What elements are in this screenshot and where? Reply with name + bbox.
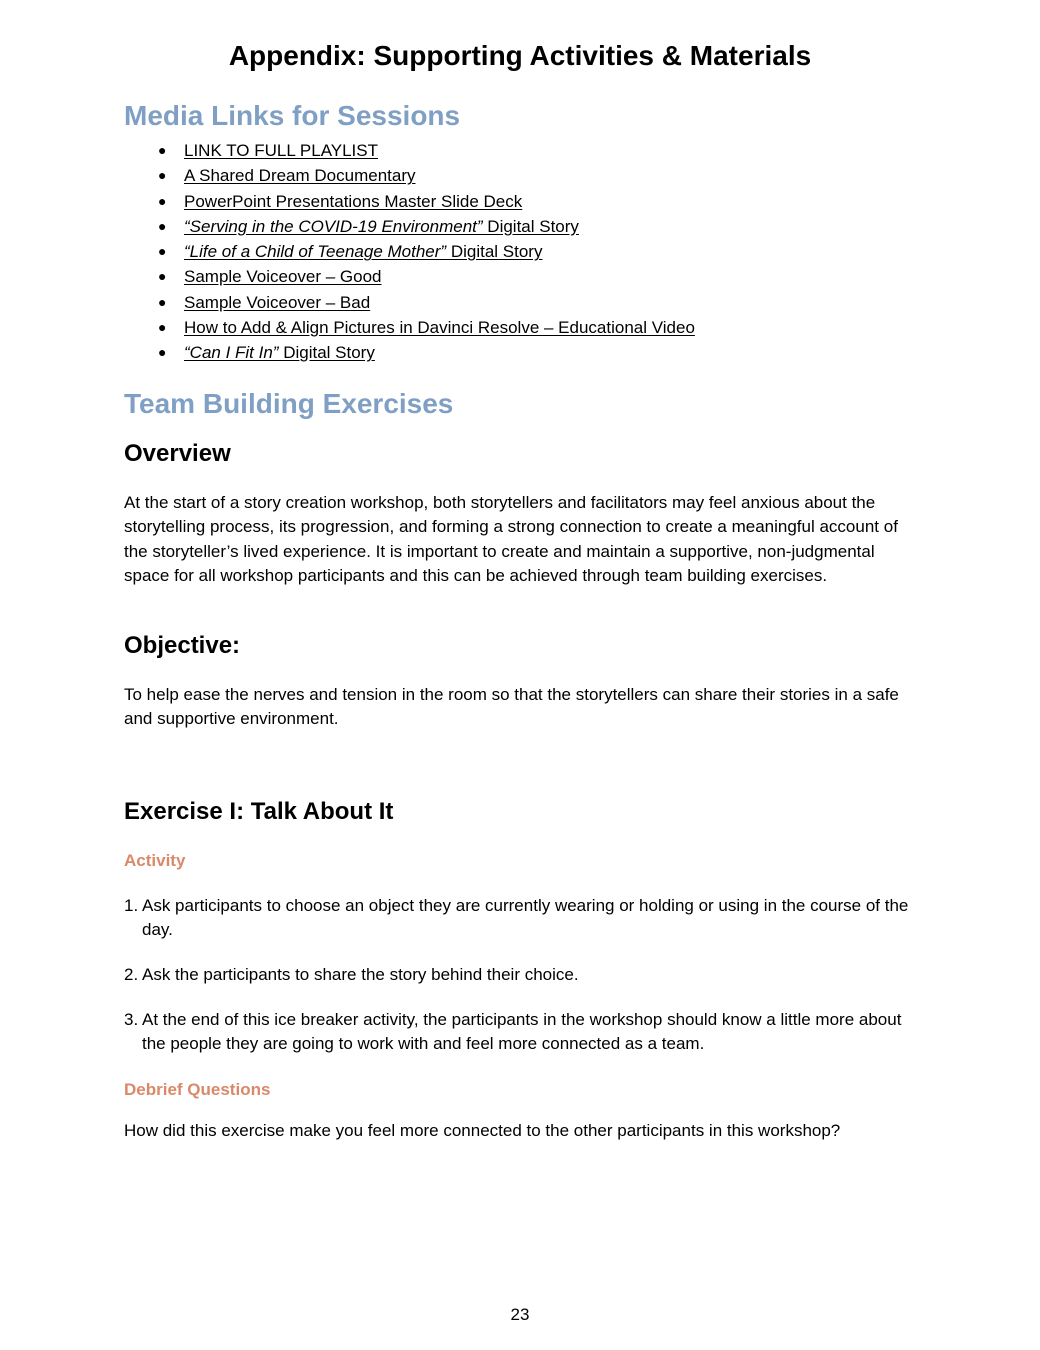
media-links-list [156, 138, 916, 366]
link-davinci-resolve-video[interactable]: How to Add & Align Pictures in Davinci Resolve – Educational Video [184, 318, 695, 338]
list-item [156, 290, 916, 315]
link-shared-dream-documentary[interactable]: A Shared Dream Documentary [184, 166, 416, 186]
overview-paragraph: At the start of a story creation workshop, both storytellers and facilitators may feel anxious about the storytelling process, its progression, and forming a strong connection to create a meaningful account of the storyteller’s lived experience. It is important to create and maintain a supportive, non-judgmental space for all workshop participants and this can be achieved through team building exercises. [124, 493, 898, 586]
link-can-i-fit-in-story[interactable]: “Can I Fit In” Digital Story [184, 343, 375, 363]
bullet-icon: ● [158, 319, 167, 336]
list-item [156, 163, 916, 188]
link-powerpoint-slide-deck[interactable]: PowerPoint Presentations Master Slide Deck [184, 191, 523, 211]
list-item [124, 963, 914, 987]
list-item [156, 189, 916, 214]
activity-heading: Activity [124, 851, 186, 870]
bullet-icon: ● [158, 243, 167, 260]
bullet-icon: ● [158, 167, 167, 184]
list-item [156, 264, 916, 289]
debrief-heading: Debrief Questions [124, 1080, 271, 1099]
objective-paragraph: To help ease the nerves and tension in the room so that the storytellers can share their stories in a safe and supportive environment. [124, 685, 899, 729]
page-number: 23 [510, 1305, 530, 1324]
link-full-playlist[interactable]: LINK TO FULL PLAYLIST [184, 141, 379, 160]
link-voiceover-bad[interactable]: Sample Voiceover – Bad [184, 292, 371, 312]
link-life-of-child-story[interactable]: “Life of a Child of Teenage Mother” Digital Story [184, 242, 543, 262]
list-item [156, 239, 916, 264]
step-number: 2. [124, 965, 139, 984]
objective-heading: Objective: [124, 632, 241, 659]
page-title: Appendix: Supporting Activities & Materials [228, 40, 812, 71]
debrief-question: How did this exercise make you feel more connected to the other participants in this workshop? [124, 1121, 841, 1140]
bullet-icon: ● [158, 344, 167, 361]
list-item [124, 894, 914, 943]
list-item [156, 138, 916, 163]
media-links-heading: Media Links for Sessions [124, 100, 461, 131]
bullet-icon: ● [158, 293, 167, 310]
link-voiceover-good[interactable]: Sample Voiceover – Good [184, 267, 382, 287]
exercise-heading: Exercise I: Talk About It [124, 798, 394, 825]
list-item [156, 315, 916, 340]
team-building-heading: Team Building Exercises [124, 388, 454, 419]
step-number: 3. [124, 1010, 139, 1029]
step-number: 1. [124, 896, 139, 915]
step-text: Ask participants to choose an object they are currently wearing or holding or using in the course of the day. [142, 896, 909, 940]
bullet-icon: ● [158, 192, 167, 209]
list-item [156, 340, 916, 365]
link-serving-covid-story[interactable]: “Serving in the COVID-19 Environment” Digital Story [184, 216, 579, 236]
overview-heading: Overview [124, 440, 231, 467]
step-text: At the end of this ice breaker activity, the participants in the workshop should know a little more about the people they are going to work with and feel more connected as a team. [142, 1010, 902, 1054]
bullet-icon: ● [158, 268, 167, 285]
bullet-icon: ● [158, 217, 167, 234]
step-text: Ask the participants to share the story behind their choice. [142, 965, 579, 984]
bullet-icon: ● [158, 142, 167, 158]
list-item [156, 214, 916, 239]
list-item [124, 1008, 914, 1057]
